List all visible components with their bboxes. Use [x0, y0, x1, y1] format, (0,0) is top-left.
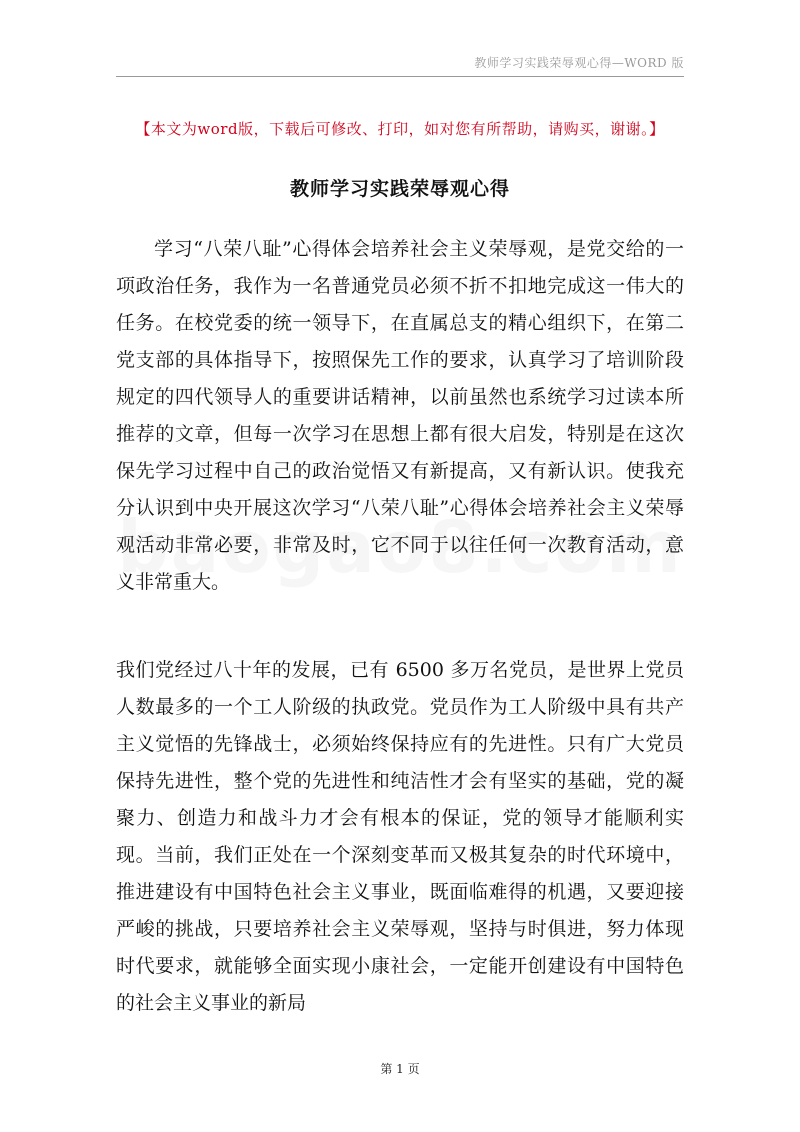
body-paragraph: 我们党经过八十年的发展，已有 6500 多万名党员，是世界上党员人数最多的一个工人阶级的执政党。党员作为工人阶级中具有共产主义觉悟的先锋战士，必须始终保持应有的先进性。只有广大党员保持先进性，整个党的先进性和纯洁性才会有坚实的基础，党的凝聚力、创造力和战斗力才会有根本的保证，党的领导才能顺利实现。当前，我们正处在一个深刻变革而又极其复杂的时代环境中，推进建设有中国特色社会主义事业，既面临难得的机遇，又要迎接严峻的挑战，只要培养社会主义荣辱观，坚持与时俱进，努力体现时代要求，就能够全面实现小康社会，一定能开创建设有中国特色的社会主义事业的新局 — [116, 659, 684, 1014]
document-title: 教师学习实践荣辱观心得 — [289, 178, 510, 200]
header-divider — [116, 76, 684, 77]
page-header-title: 教师学习实践荣辱观心得—WORD 版 — [474, 56, 684, 70]
body-paragraph: 学习“八荣八耻”心得体会培养社会主义荣辱观，是党交给的一项政治任务，我作为一名普通党员必须不折不扣地完成这一伟大的任务。在校党委的统一领导下，在直属总支的精心组织下，在第二党支部的具体指导下，按照保先工作的要求，认真学习了培训阶段规定的四代领导人的重要讲话精神，以前虽然也系统学习过读本所推荐的文章，但每一次学习在思想上都有很大启发，特别是在这次保先学习过程中自己的政治觉悟又有新提高，又有新认识。使我充分认识到中央开展这次学习“八荣八耻”心得体会培养社会主义荣辱观活动非常必要，非常及时，它不同于以往任何一次教育活动，意义非常重大。 — [116, 238, 684, 593]
purchase-notice: 【本文为word版，下载后可修改、打印，如对您有所帮助，请购买，谢谢。】 — [135, 120, 665, 138]
page-number: 第 1 页 — [380, 1062, 420, 1076]
